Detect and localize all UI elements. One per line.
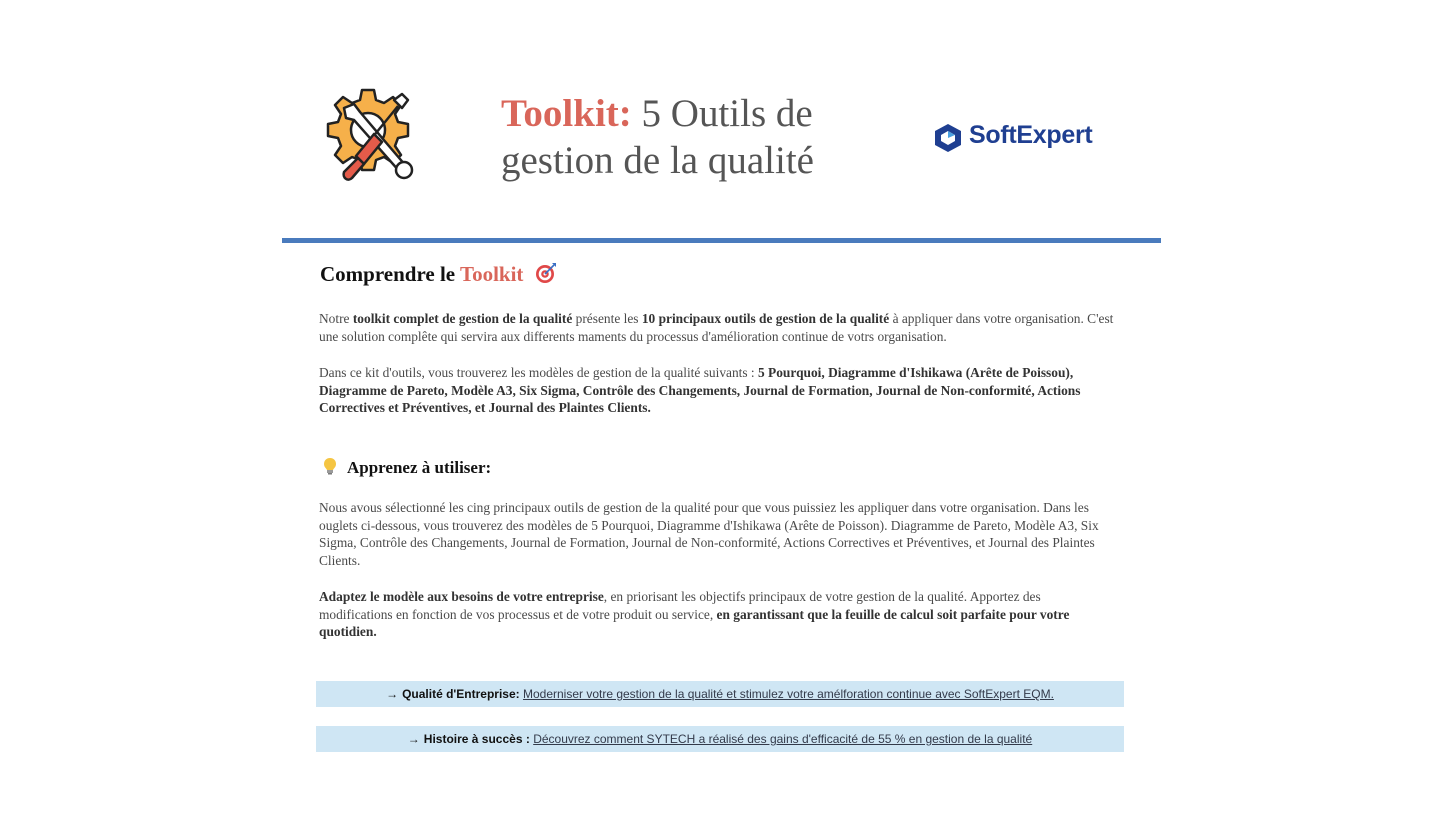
- p3-text: Nous avous sélectionné les cing principaux outils de gestion de la qualité pour que vous puissiez les appliquer dans votre organisation. Dans les ouglets ci-dessous, vous trouverez des modèles de 5 Pourquoi, Diagramme d'Ishikawa (Arête de Poisson). Diagramme de Pareto, Modèle A3, Six Sigma, Contrôle des Changements, Journal de Formation, Journal de Non-conformité, Actions Correctives et Préventives, et Journal des Plaintes Clients.: [319, 500, 1099, 568]
- intro-paragraph: [319, 310, 1114, 345]
- section-heading-comprendre: [320, 262, 557, 287]
- tools-icon: [324, 86, 426, 186]
- banner-link-sytech[interactable]: Découvrez comment SYTECH a réalisé des gains d'efficacité de 55 % en gestion de la qualité: [533, 732, 1033, 746]
- selection-paragraph: [319, 499, 1114, 569]
- banner-histoire-succes: [316, 726, 1124, 752]
- heading-prefix: Comprendre le: [320, 262, 460, 286]
- p4-bold-1: Adaptez le modèle aux besoins de votre entreprise: [319, 589, 604, 604]
- banner-link-eqm[interactable]: Moderniser votre gestion de la qualité et stimulez votre amélforation continue avec SoftExpert EQM.: [522, 687, 1054, 701]
- p1-bold-1: toolkit complet de gestion de la qualité: [352, 311, 573, 326]
- p2-bold-1: 5 Pourquoi, Diagramme d'Ishikawa (Arête de Poissou), Diagramme de Pareto, Modèle A3, Six Sigma, Contrôle des Changements, Journal de Formation, Journal de Non-conformité, Actions Correctives et Préventives, et Journal des Plaintes Clients.: [319, 365, 1081, 416]
- lightbulb-icon: [322, 457, 338, 475]
- softexpert-logo-mark-icon: [932, 123, 964, 153]
- softexpert-logo: [932, 123, 1122, 155]
- arrow-right-icon: →: [407, 732, 420, 746]
- templates-paragraph: [319, 364, 1114, 417]
- p2-text-1: Dans ce kit d'outils, vous trouverez les modèles de gestion de la qualité suivants :: [319, 365, 759, 380]
- p1-text-1: Notre: [319, 311, 353, 326]
- header-divider: [282, 238, 1161, 243]
- banner-qualite-entreprise: [316, 681, 1124, 707]
- learn-heading-text: Apprenez à utiliser:: [347, 458, 492, 477]
- p4-bold-2: en garantissant que la feuille de calcul soit parfaite pour votre quotidien.: [319, 606, 1070, 640]
- logo-text: SoftExpert: [969, 121, 1093, 149]
- target-icon: [535, 262, 557, 284]
- title-accent: Toolkit:: [501, 92, 632, 135]
- p1-text-3: à appliquer dans votre organisation. C'est une solution complête qui servira aux differents maments du processus d'amélioration continue de votrs organisation.: [319, 311, 1114, 344]
- page-title: [501, 90, 881, 184]
- heading-accent: Toolkit: [460, 262, 524, 286]
- section-heading-apprenez: [322, 457, 491, 478]
- title-rest: 5 Outils de gestion de la qualité: [501, 92, 814, 182]
- adapt-paragraph: [319, 588, 1114, 641]
- banner-label: Qualité d'Entreprise:: [402, 687, 520, 701]
- banner-label: Histoire à succès :: [423, 732, 530, 746]
- p1-text-2: présente les: [572, 311, 642, 326]
- arrow-right-icon: →: [386, 687, 399, 701]
- p1-bold-2: 10 principaux outils de gestion de la qualité: [641, 311, 890, 326]
- p4-text-1: , en priorisant les objectifs principaux de votre gestion de la qualité. Apportez des modifications en fonction de vos processus et de votre produit ou service,: [319, 589, 1041, 622]
